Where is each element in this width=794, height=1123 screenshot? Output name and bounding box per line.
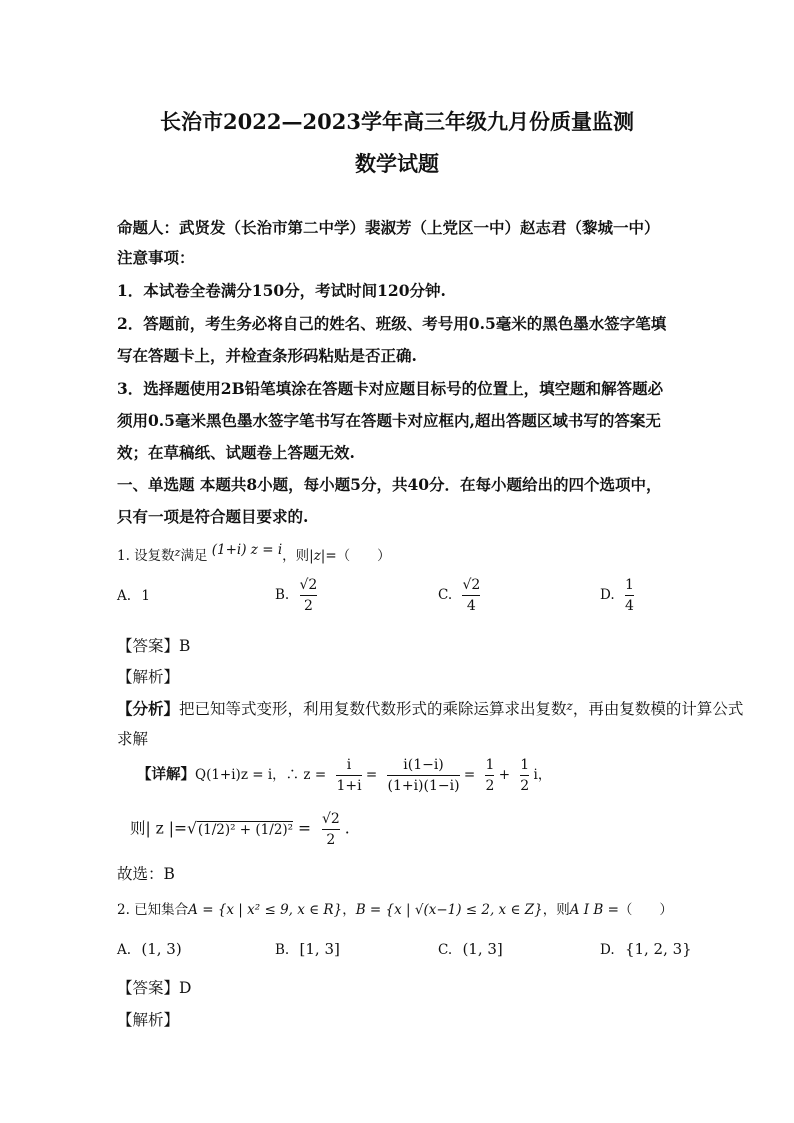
answer-value: B [179,637,191,655]
q2-stem-c: （ ） [618,902,673,918]
option-label: D. [600,587,615,603]
q2-option-b[interactable] [275,940,340,958]
q1-choose: 故选：B [117,865,175,883]
notice-item: 效；在草稿纸、试题卷上答题无效. [117,443,355,462]
q1-stem-b: 满足 [180,548,208,564]
q1-expr: (1+i) z = i [211,542,283,558]
q1-option-c[interactable] [438,576,480,615]
q2-stem-a: 2. 已知集合 [117,902,189,918]
fraction: $\frac{1}{2}$ [520,757,530,794]
option-label: C. [438,587,453,603]
q2-option-d[interactable] [600,940,692,958]
notice-item: 2．答题前，考生务必将自己的姓名、班级、考号用0.5毫米的黑色墨水签字笔填 [117,314,667,333]
q2-set-a: A = {x | x² ≤ 9, x ∈ R} [188,902,343,918]
section-heading: 一、单选题 本题共8小题，每小题5分，共40分．在每小题给出的四个选项中， [117,475,662,494]
q1-option-d[interactable] [600,576,634,615]
q2-analysis-tag: 【解析】 [117,1011,180,1029]
page-title: 长治市2022—2023学年高三年级九月份质量监测 [160,109,634,134]
q1-option-b[interactable] [275,576,317,615]
option-value: (1, 3) [141,940,182,958]
option-value: [1, 3] [299,940,340,958]
detail-tag: 【详解】 [137,766,195,783]
detail-text: 则| z |= [130,819,187,838]
authors: 命题人：武贤发（长治市第二中学）裴淑芳（上党区一中）赵志君（黎城一中） [117,218,660,237]
q2-comma: ， [342,902,356,918]
q1-analysis-tag: 【解析】 [117,668,180,686]
detail-end: i， [533,767,552,783]
q2-answer [117,976,191,998]
section-heading: 只有一项是符合题目要求的. [117,507,309,526]
q1-detail-line-1 [137,756,551,795]
q2-stem-b: ，则 [542,902,570,918]
notice-item: 1．本试卷全卷满分150分，考试时间120分钟. [117,281,446,300]
q2-stem [117,898,673,918]
period: . [344,819,350,838]
q2-set-b: B = {x | √(x−1) ≤ 2, x ∈ Z} [355,902,543,918]
q1-abs: |z| [309,548,326,564]
fraction: $\frac{i}{1+i}$ [336,757,362,794]
fraction: $\frac{1}{4}$ [624,577,634,614]
plus: + [498,767,510,783]
answer-tag: 【答案】 [117,979,180,997]
sqrt-sign: √ [186,819,197,838]
equals: = [365,767,378,783]
answer-tag: 【答案】 [117,637,180,655]
option-label: B. [275,587,290,603]
q1-stem-c: ，则 [282,548,310,564]
notice-heading: 注意事项： [117,248,195,267]
notice-item: 3．选择题使用2B铅笔填涂在答题卡对应题目标号的位置上，填空题和解答题必 [117,379,664,398]
q1-fenxi [117,697,743,719]
fraction: $\frac{√2}{2}$ [321,811,340,848]
equals: = [298,819,312,838]
notice-item: 写在答题卡上，并检查条形码粘贴是否正确. [117,346,417,365]
option-label: A. [117,588,132,604]
q1-answer [117,634,190,656]
detail-text: Q(1+i)z = i，∴ z = [195,767,327,783]
fenxi-tag: 【分析】 [117,699,180,718]
q2-option-a[interactable] [117,940,182,958]
q1-stem-a: 1. 设复数 [117,548,175,564]
option-value: (1, 3] [462,940,503,958]
fenxi-text-b: ，再由复数模的计算公式 [572,700,744,718]
answer-value: D [179,979,192,997]
fraction: $\frac{i(1-i)}{(1+i)(1-i)}$ [387,757,460,794]
notice-item: 须用0.5毫米黑色墨水签字笔书写在答题卡对应框内,超出答题区域书写的答案无 [117,411,661,430]
q1-stem-d: =（ ） [325,548,391,564]
option-value: 1 [141,588,150,604]
q1-detail-line-2 [130,810,350,849]
fraction: $\frac{√2}{2}$ [299,577,318,614]
fraction: $\frac{1}{2}$ [485,757,495,794]
q1-var-z: z [174,546,181,559]
option-label: B. [275,942,290,958]
page-subtitle: 数学试题 [355,151,439,176]
option-label: A. [117,942,132,958]
equals: = [463,767,476,783]
q2-option-c[interactable] [438,940,503,958]
sqrt-expr: (1/2)² + (1/2)² [197,821,294,838]
q1-stem [117,542,391,564]
q1-option-a[interactable] [117,588,150,604]
fenxi-var-z: z [566,699,573,713]
q1-fenxi-cont: 求解 [117,730,149,748]
option-value: {1, 2, 3} [624,940,692,958]
option-label: D. [600,942,615,958]
fraction: $\frac{√2}{4}$ [462,577,481,614]
q2-expr: A I B = [569,902,619,918]
fenxi-text-a: 把已知等式变形，利用复数代数形式的乘除运算求出复数 [179,700,567,718]
option-label: C. [438,942,453,958]
